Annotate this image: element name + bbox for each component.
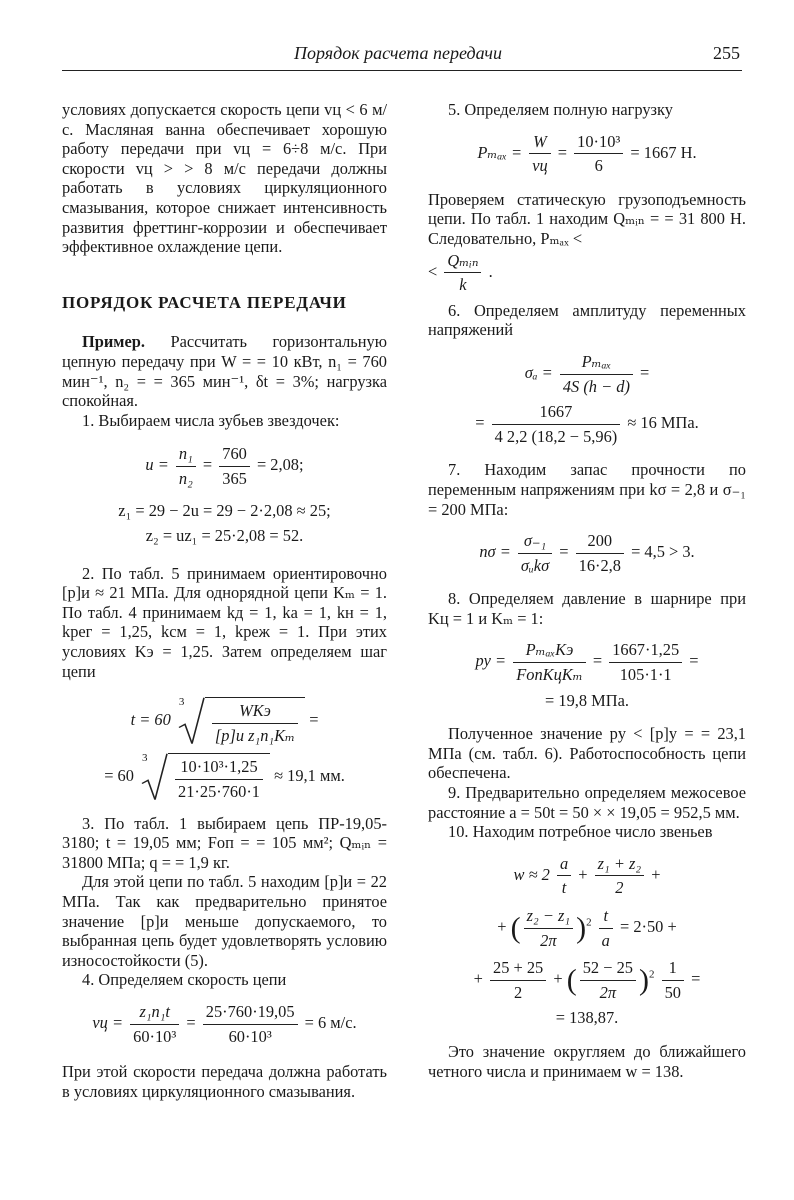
formula-result: = xyxy=(691,969,701,989)
formula-n-sigma xyxy=(428,531,746,575)
formula-lhs: + xyxy=(473,969,483,989)
formula-result: = xyxy=(640,362,650,382)
fraction-denominator: a xyxy=(601,930,610,950)
formula-lhs: σₐ = xyxy=(524,362,553,382)
cube-root xyxy=(175,697,305,745)
formula-lhs: w ≈ 2 xyxy=(513,864,550,884)
step-8-continued: Полученное значение pу < [p]у = = 23,1 МПа (см. табл. 6). Работоспособность цепи обеспечена. xyxy=(428,724,746,783)
formula-lhs: < xyxy=(428,261,438,281)
fraction-denominator: 2π xyxy=(599,982,617,1002)
formula-sigma-a-value xyxy=(428,402,746,446)
fraction-denominator: 2π xyxy=(540,930,557,950)
fraction-denominator: 6 xyxy=(594,156,603,176)
formula-result: = xyxy=(309,710,319,730)
exponent: 2 xyxy=(586,916,592,929)
fraction-numerator: 1667 xyxy=(492,402,621,425)
formula-lhs: vц = xyxy=(92,1012,124,1032)
step-10: 10. Находим потребное число звеньев xyxy=(448,822,713,842)
formula-v xyxy=(62,1002,387,1046)
fraction-denominator: 2 xyxy=(615,878,624,898)
fraction-denominator: 365 xyxy=(222,468,247,488)
formula-lhs: + xyxy=(497,916,507,936)
fraction-numerator: 25·760·19,05 xyxy=(203,1002,298,1025)
page-number: 255 xyxy=(713,43,740,63)
fraction-numerator: z₁ + z₂ xyxy=(595,854,644,877)
fraction-numerator: 10·10³ xyxy=(574,132,623,155)
example-lead: Пример. xyxy=(82,332,145,352)
formula-lhs: t = 60 xyxy=(130,710,171,730)
root-index: 3 xyxy=(142,752,148,765)
step-8: 8. Определяем давление в шарнире при Kц = 1 и Kₘ = 1: xyxy=(428,589,746,628)
formula-t2 xyxy=(62,753,387,801)
formula-result: ≈ 19,1 мм. xyxy=(274,766,345,786)
radical-sign-icon xyxy=(175,697,205,745)
formula-result: + xyxy=(651,864,661,884)
formula-result: = 2,08; xyxy=(256,455,304,475)
fraction-denominator: 21·25·760·1 xyxy=(178,782,260,802)
running-header xyxy=(62,36,742,71)
final-paragraph: Это значение округляем до ближайшего четного числа и принимаем w = 138. xyxy=(428,1041,746,1081)
formula-lhs: u = xyxy=(145,455,169,475)
radical-sign-icon xyxy=(138,753,168,801)
fraction-denominator: n₂ xyxy=(178,468,193,488)
formula-w1 xyxy=(428,854,746,898)
formula-lhs: Pₘₐₓ = xyxy=(477,142,523,162)
fraction-denominator: σᵤkσ xyxy=(520,555,550,575)
formula-u xyxy=(62,444,387,488)
formula-result: = 1667 Н. xyxy=(630,142,697,162)
section-heading: ПОРЯДОК РАСЧЕТА ПЕРЕДАЧИ xyxy=(62,292,347,312)
fraction-denominator: k xyxy=(459,275,467,295)
formula-result: = 6 м/с. xyxy=(304,1012,357,1032)
fraction-numerator: z₁n₁t xyxy=(130,1002,179,1025)
step-7: 7. Находим запас прочности по переменным напряжениям при kσ = 2,8 и σ₋₁ = 200 МПа: xyxy=(428,460,746,519)
fraction-numerator: n₁ xyxy=(176,444,196,467)
fraction-numerator: 1667·1,25 xyxy=(609,640,682,663)
fraction-denominator: 105·1·1 xyxy=(619,665,672,685)
right-column xyxy=(428,100,746,1081)
fraction-denominator: 60·10³ xyxy=(228,1026,272,1046)
formula-lhs: nσ = xyxy=(479,541,511,561)
equals-sign: = xyxy=(186,1012,196,1032)
left-column xyxy=(62,100,387,1101)
formula-z2: z₂ = uz₁ = 25·2,08 = 52. xyxy=(145,526,304,546)
fraction-numerator: 52 − 25 xyxy=(580,958,636,981)
equals-sign: = xyxy=(202,455,213,475)
formula-py-value: = 19,8 МПа. xyxy=(545,690,629,710)
formula-w3 xyxy=(428,958,746,1002)
formula-w-value: = 138,87. xyxy=(555,1008,619,1028)
running-title: Порядок расчета передачи xyxy=(294,43,502,63)
step-4-continued: При этой скорости передача должна работать в условиях циркуляционного смазывания. xyxy=(62,1062,387,1101)
fraction-numerator: Pₘₐₓ xyxy=(560,352,633,375)
fraction-numerator: 760 xyxy=(219,444,250,467)
left-paren: ( xyxy=(566,963,577,997)
formula-result: ≈ 16 МПа. xyxy=(627,412,699,432)
formula-result: = 2·50 + xyxy=(619,916,677,936)
fraction-numerator: PₘₐₓKэ xyxy=(513,640,586,663)
formula-lhs: = xyxy=(475,412,485,432)
formula-qmin xyxy=(428,251,746,295)
fraction-denominator: [p]и z₁n₁Kₘ xyxy=(214,725,296,745)
formula-result: = 4,5 > 3. xyxy=(631,541,695,561)
formula-lhs: pу = xyxy=(475,651,507,671)
formula-t1 xyxy=(62,697,387,745)
right-paren: ) xyxy=(638,963,649,997)
fraction-denominator: FопKцKₘ xyxy=(516,665,583,685)
fraction-numerator: W xyxy=(529,132,550,155)
fraction-denominator: 2 xyxy=(514,982,523,1002)
step-2: 2. По табл. 5 принимаем ориентировочно [p]и ≈ 21 МПа. Для однорядной цепи Kₘ = 1. По табл. 4 принимаем kд = 1, kа = 1, kн = 1, kрег = 1,25, kсм = 1, kреж = 1. При этих условиях Kэ = 1,25. Затем определяем шаг цепи xyxy=(62,563,387,681)
formula-result: . xyxy=(488,261,493,281)
example-text: Рассчитать горизонтальную цепную передачу при W = = 10 кВт, n₁ = 760 мин⁻¹, n₂ = = 365 мин⁻¹, δt = 3%; нагрузка спокойная. xyxy=(62,332,387,411)
fraction-numerator: z₂ − z₁ xyxy=(524,906,573,929)
example-paragraph xyxy=(62,332,387,410)
fraction-numerator: 1 xyxy=(662,958,684,981)
step-5-continued: Проверяем статическую грузоподъемность цепи. По табл. 1 находим Qₘᵢₙ = = 31 800 Н. Следовательно, Pₘₐₓ < xyxy=(428,189,746,248)
step-3-continued: Для этой цепи по табл. 5 находим [p]и = 22 МПа. Так как предварительно принятое значение [p]и меньше допускаемого, то выбранная цепь будет удовлетворять условию износостойкости (5). xyxy=(62,872,387,970)
step-1: 1. Выбираем числа зубьев звездочек: xyxy=(82,410,340,430)
equals-sign: = xyxy=(559,541,569,561)
plus-sign: + xyxy=(578,864,588,884)
formula-result: = xyxy=(689,651,699,671)
right-paren: ) xyxy=(576,911,587,945)
fraction-numerator: 10·10³·1,25 xyxy=(175,757,263,780)
step-5: 5. Определяем полную нагрузку xyxy=(448,100,673,119)
formula-pmax xyxy=(428,132,746,176)
step-4: 4. Определяем скорость цепи xyxy=(82,970,287,990)
fraction-denominator: vц xyxy=(532,156,548,176)
fraction-denominator: t xyxy=(561,878,567,898)
formula-w2 xyxy=(428,906,746,950)
fraction-numerator: t xyxy=(599,906,613,929)
fraction-denominator: 60·10³ xyxy=(133,1026,177,1046)
intro-paragraph: условиях допускается скорость цепи vц < 6 м/с. Масляная ванна обеспечивает хорошую работу передачи при vц = 6÷8 м/с. При скорости vц > > 8 м/с передачи должны работать в условиях циркуляционного смазывания, которое снижает интенсивность развития фреттинг-коррозии и обеспечивает эффективное охлаждение цепи. xyxy=(62,100,387,257)
fraction-numerator: 200 xyxy=(576,531,624,554)
cube-root xyxy=(138,753,270,801)
fraction-denominator: 4S (h − d) xyxy=(562,376,630,396)
formula-py xyxy=(428,640,746,684)
step-9: 9. Предварительно определяем межосевое расстояние a = 50t = 50 × × 19,05 = 952,5 мм. xyxy=(428,783,746,822)
left-paren: ( xyxy=(510,911,521,945)
fraction-numerator: a xyxy=(557,854,571,877)
fraction-numerator: σ₋₁ xyxy=(518,531,552,554)
formula-sigma-a xyxy=(428,352,746,396)
equals-sign: = xyxy=(557,142,568,162)
formula-z1: z₁ = 29 − 2u = 29 − 2·2,08 ≈ 25; xyxy=(118,500,331,520)
step-3: 3. По табл. 1 выбираем цепь ПР-19,05-3180; t = 19,05 мм; Fоп = = 105 мм²; Qₘᵢₙ = 31800 МПа; q = = 1,9 кг. xyxy=(62,813,387,872)
exponent: 2 xyxy=(648,968,655,981)
plus-sign: + xyxy=(553,969,563,989)
fraction-denominator: 50 xyxy=(664,982,681,1002)
formula-lhs: = 60 xyxy=(104,766,134,786)
fraction-denominator: 4 2,2 (18,2 − 5,96) xyxy=(494,426,618,446)
step-6: 6. Определяем амплитуду переменных напряжений xyxy=(428,300,746,340)
fraction-numerator: 25 + 25 xyxy=(490,958,546,981)
root-index: 3 xyxy=(178,696,185,709)
fraction-denominator: 16·2,8 xyxy=(578,555,621,575)
fraction-numerator: Qₘᵢₙ xyxy=(444,251,481,274)
equals-sign: = xyxy=(592,651,603,671)
fraction-numerator: WKэ xyxy=(212,701,298,724)
